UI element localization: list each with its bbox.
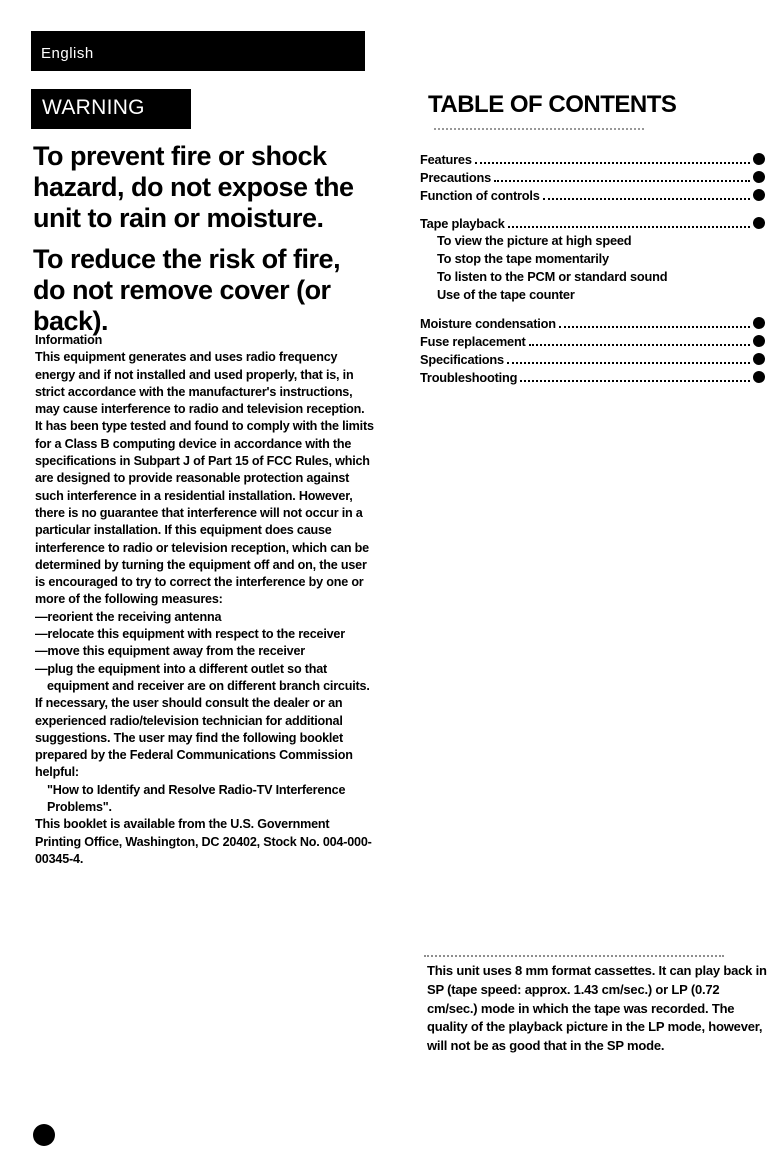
dot-leader [543,188,750,200]
page-marker-icon [753,353,765,365]
information-title: Information [35,333,103,347]
measure-item: —move this equipment away from the receiver [35,644,305,659]
information-paragraph: If necessary, the user should consult the dealer or an experienced radio/television technician for additional suggestions. The user may find the following booklet prepared by the Federal Communications Commission helpful: [35,696,353,780]
measure-item: —relocate this equipment with respect to the receiver [35,627,345,642]
toc-entry [420,332,765,350]
warning-box [31,89,191,129]
toc-entry [420,350,765,368]
headline-remove-cover: To reduce the risk of fire, do not remove cover (or back). [33,244,341,336]
information-paragraph: This booklet is available from the U.S. Government Printing Office, Washington, DC 20402, Stock No. 004-000-00345-4. [35,817,372,866]
dot-leader [520,370,750,382]
toc-subentry: Use of the tape counter [437,287,575,302]
booklet-title: "How to Identify and Resolve Radio-TV Interference Problems". [47,782,346,815]
toc-entry-label: Specifications [420,351,504,367]
toc-subentry: To view the picture at high speed [437,233,632,248]
toc-entry-label: Tape playback [420,215,505,231]
toc-divider [434,128,644,130]
page-marker-icon [753,171,765,183]
measure-item: —reorient the receiving antenna [35,609,222,624]
toc-entry-label: Troubleshooting [420,369,518,385]
measure-item: —plug the equipment into a different outlet so that equipment and receiver are on different branch circuits. [35,661,370,693]
page-number-marker-icon [33,1124,55,1146]
language-label: English [41,45,94,62]
toc-subentry: To listen to the PCM or standard sound [437,269,668,284]
headline-fire-shock: To prevent fire or shock hazard, do not expose the unit to rain or moisture. [33,141,354,233]
warning-label: WARNING [42,96,145,119]
toc-entry-label: Moisture condensation [420,315,556,331]
dot-leader [507,352,750,364]
page-marker-icon [753,217,765,229]
toc-subentry: To stop the tape momentarily [437,251,609,266]
note-divider [424,955,724,957]
information-paragraph: This equipment generates and uses radio frequency energy and if not installed and used properly, that is, in strict accordance with the manufacturer's instructions, may cause interference to radio and television reception. It has been type tested and found to comply with the limits for a Class B computing device in accordance with the specifications in Subpart J of Part 15 of FCC Rules, which are designed to provide reasonable protection against such interference in a residential installation. However, there is no guarantee that interference will not occur in a particular installation. If this equipment does cause interference to radio or television reception, which can be determined by turning the equipment off and on, the user is encouraged to try to correct the interference by one or more of the following measures: [35,350,374,607]
toc-entry [420,314,765,332]
page-marker-icon [753,153,765,165]
toc-entry [420,368,765,386]
page-marker-icon [753,189,765,201]
toc-entry [420,186,765,204]
toc-entry [420,168,765,186]
dot-leader [494,170,750,182]
toc-entry [420,150,765,168]
toc-entry-label: Precautions [420,169,492,185]
toc-entry-label: Fuse replacement [420,333,526,349]
page-marker-icon [753,371,765,383]
table-of-contents [420,150,765,386]
dot-leader [529,334,750,346]
dot-leader [475,152,750,164]
toc-entry-label: Features [420,151,472,167]
language-bar [31,31,365,71]
information-section [35,332,375,868]
toc-entry [420,214,765,232]
dot-leader [559,316,750,328]
page-marker-icon [753,335,765,347]
page-marker-icon [753,317,765,329]
toc-entry-label: Function of controls [420,187,540,203]
cassette-format-note: This unit uses 8 mm format cassettes. It can play back in SP (tape speed: approx. 1.43 cm/sec.) or LP (0.72 cm/sec.) mode in which the tape was recorded. The quality of the playback picture in the LP mode, however, will not be as good that in the SP mode. [427,963,767,1054]
toc-title: TABLE OF CONTENTS [428,91,677,118]
dot-leader [508,216,750,228]
